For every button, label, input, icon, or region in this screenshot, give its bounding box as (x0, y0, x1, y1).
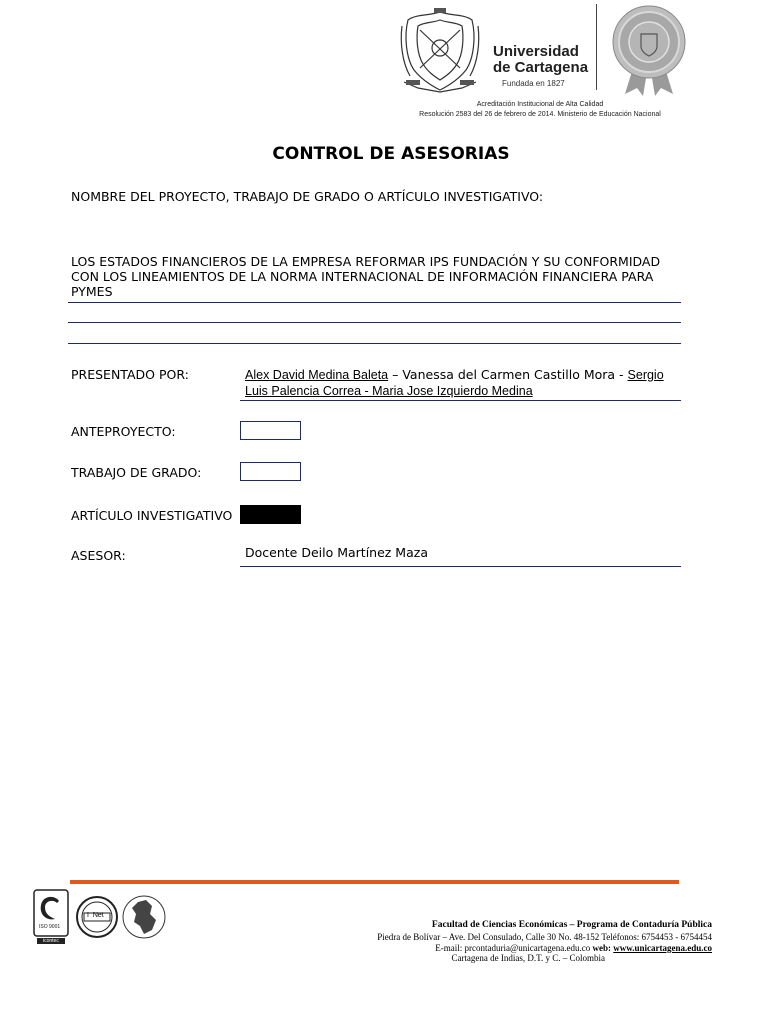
footer-web-label: web: (592, 943, 614, 953)
project-line-2 (68, 322, 681, 323)
resolution-text: Resolución 2583 del 26 de febrero de 2014. Ministerio de Educación Nacional (419, 111, 661, 118)
page-title: CONTROL DE ASESORIAS (272, 144, 510, 164)
anteproyecto-label: ANTEPROYECTO: (71, 424, 176, 439)
header-divider (596, 4, 597, 90)
footer-accent-bar (70, 880, 679, 884)
asesor-label: ASESOR: (71, 548, 126, 563)
authors-field (245, 367, 677, 399)
footer-email: E-mail: prcontaduria@unicartagena.edu.co (435, 943, 593, 953)
iqnet-label: I Net (87, 912, 104, 919)
icontec-certification-logo (33, 889, 69, 953)
project-line-1 (68, 302, 681, 303)
accreditation-text: Acreditación Institucional de Alta Calidad (476, 101, 604, 108)
presented-by-label: PRESENTADO POR: (71, 367, 189, 382)
icontec-label: icontec (43, 938, 59, 944)
asesor-value: Docente Deilo Martínez Maza (245, 545, 428, 560)
footer-web-link[interactable]: www.unicartagena.edu.co (613, 943, 712, 953)
accreditation-seal (611, 4, 687, 96)
project-title: LOS ESTADOS FINANCIEROS DE LA EMPRESA REFORMAR IPS FUNDACIÓN Y SU CONFORMIDAD CON LOS LINEAMIENTOS DE LA NORMA INTERNACIONAL DE INFORMACIÓN FINANCIERA PARA PYMES (71, 254, 661, 299)
university-crest-logo (398, 6, 482, 94)
project-line-3 (68, 343, 681, 344)
project-label: NOMBRE DEL PROYECTO, TRABAJO DE GRADO O ARTÍCULO INVESTIGATIVO: (71, 189, 544, 204)
university-name-line1: Universidad (493, 43, 579, 60)
articulo-investigativo-label: ARTÍCULO INVESTIGATIVO (71, 508, 233, 523)
footer-faculty: Facultad de Ciencias Económicas – Programa de Contaduría Pública (431, 920, 712, 930)
iqnet-logo (76, 896, 118, 938)
trabajo-de-grado-checkbox[interactable] (240, 462, 301, 481)
author-3-part1: Sergio (627, 368, 664, 382)
university-name (493, 44, 588, 76)
author-3-part2: Luis Palencia Correa - Maria Jose Izquierdo Medina (245, 384, 533, 398)
asesor-line (240, 566, 681, 567)
articulo-investigativo-checkbox[interactable] (240, 505, 301, 524)
anteproyecto-checkbox[interactable] (240, 421, 301, 440)
author-1: Alex David Medina Baleta (245, 368, 389, 382)
university-name-line2: de Cartagena (493, 59, 589, 76)
iso-label: ISO 9001 (39, 924, 61, 930)
footer-city: Cartagena de Indias, D.T. y C. – Colombia (451, 953, 605, 963)
colombia-map-logo (122, 894, 166, 940)
author-separator: – Vanessa del Carmen Castillo Mora - (388, 367, 628, 382)
footer-address: Piedra de Bolívar – Ave. Del Consulado, Calle 30 No. 48-152 Teléfonos: 6754453 - 6754454 (377, 932, 712, 942)
founded-text: Fundada en 1827 (502, 79, 565, 88)
trabajo-de-grado-label: TRABAJO DE GRADO: (71, 465, 202, 480)
authors-line (240, 400, 681, 401)
